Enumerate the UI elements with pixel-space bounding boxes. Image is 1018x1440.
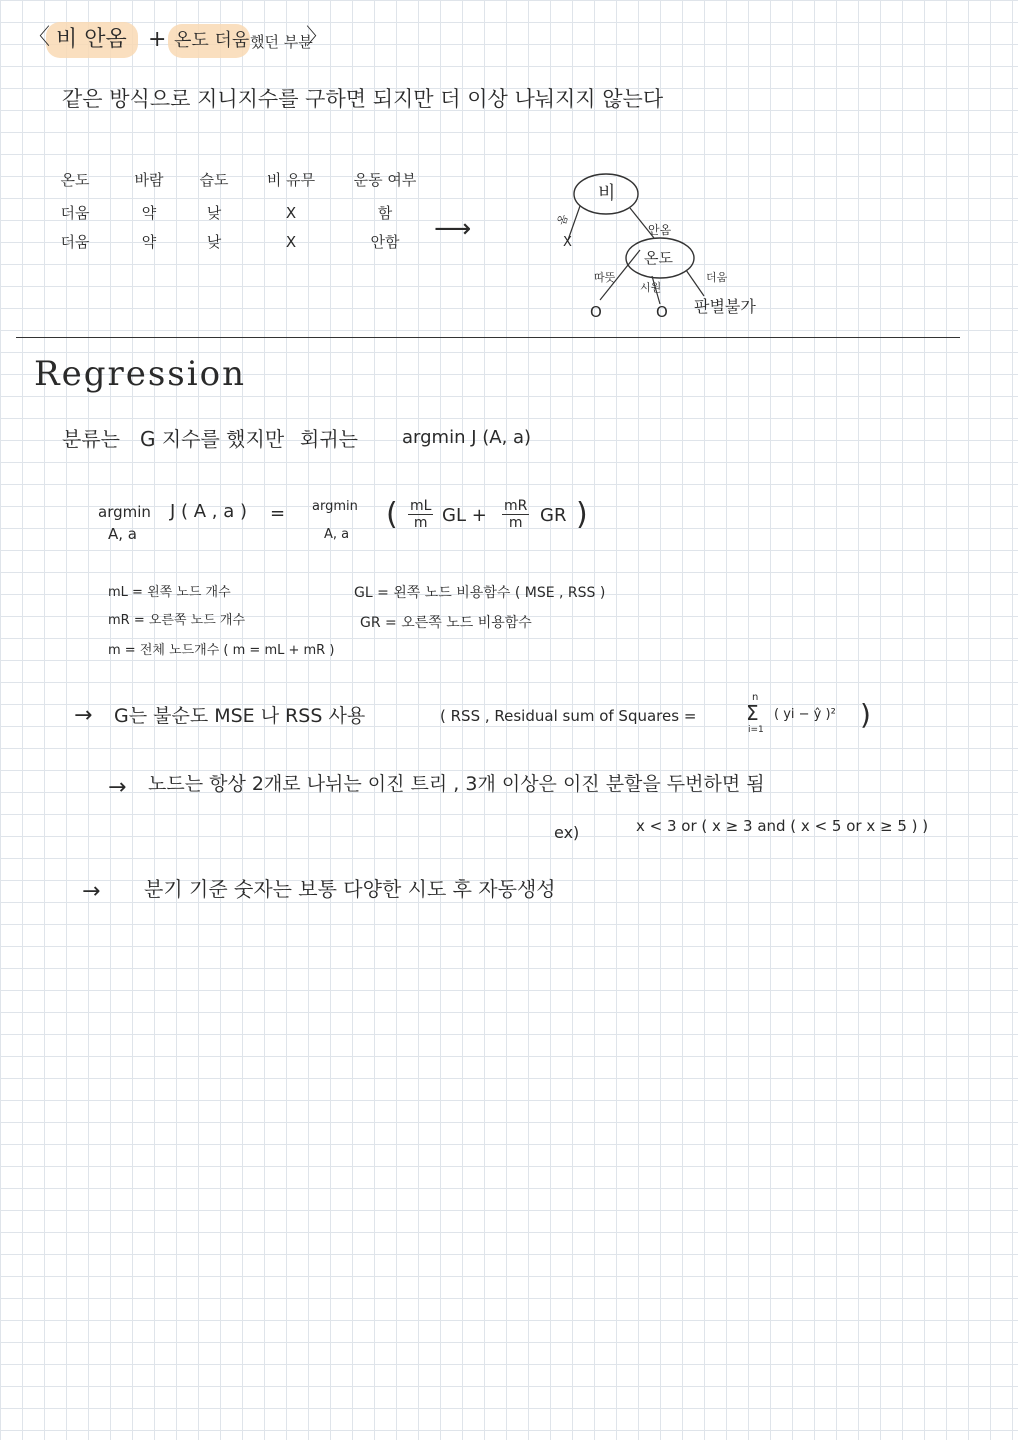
tree-child-edge-3 <box>686 270 704 296</box>
table-header: 비 유무 <box>266 171 316 189</box>
bullet-split-threshold: 분기 기준 숫자는 보통 다양한 시도 후 자동생성 <box>144 877 556 901</box>
tree-root-label: 비 <box>598 183 616 204</box>
table-header: 바람 <box>134 171 164 189</box>
bullet-impurity: G는 불순도 MSE 나 RSS 사용 <box>114 705 366 727</box>
tree-leaf-2: O <box>656 303 668 321</box>
formula-rhs-sub: A, a <box>324 527 350 542</box>
tree-child-edge-label-3: 더움 <box>706 271 728 284</box>
table-header: 운동 여부 <box>353 171 417 189</box>
tree-child-edge-label-1: 따뜻 <box>594 271 616 284</box>
fraction-numerator: mR <box>504 498 528 514</box>
header-plus: + <box>148 27 167 52</box>
tree-child-edge-label-2: 시원 <box>640 281 662 294</box>
table-cell: 더움 <box>60 233 90 251</box>
tree-child-label: 온도 <box>644 249 673 267</box>
table-cell: X <box>285 203 297 222</box>
header-line2: 같은 방식으로 지니지수를 구하면 되지만 더 이상 나눠지지 않는다 <box>62 87 664 111</box>
def-m: m = 전체 노드개수 ( m = mL + mR ) <box>108 643 335 658</box>
fraction-mr-over-m <box>502 498 529 531</box>
tree-left-leaf: X <box>563 235 572 250</box>
sum-term: ( yi − ŷ )² <box>774 707 836 722</box>
sum-bottom: i=1 <box>748 725 764 735</box>
regression-title: Regression <box>34 354 246 394</box>
bullet-arrow: → <box>82 879 101 904</box>
tree-right-edge-label: 안옴 <box>648 223 672 237</box>
formula-paren-open: ( <box>386 497 398 532</box>
bullet-rss-definition: ( RSS , Residual sum of Squares = <box>440 707 697 725</box>
table-cell: 약 <box>141 204 157 222</box>
table-cell: 안함 <box>370 233 400 251</box>
header-bracket-close: 〉 <box>306 25 329 50</box>
intro-regression: 회귀는 <box>300 427 358 451</box>
table-cell: X <box>285 232 297 251</box>
header-bracket-open: 〈 <box>28 25 51 50</box>
bullet-binary-tree: 노드는 항상 2개로 나뉘는 이진 트리 , 3개 이상은 이진 분할을 두번하면 됨 <box>148 773 765 795</box>
formula-equals: = <box>270 503 286 524</box>
fraction-ml-over-m <box>408 498 433 531</box>
tree-leaf-3: 판별불가 <box>694 297 756 316</box>
def-gl: GL = 왼쪽 노드 비용함수 ( MSE , RSS ) <box>354 585 606 601</box>
sum-sigma: Σ <box>746 701 759 725</box>
header-tail: 했던 부분 <box>250 33 313 51</box>
def-gr: GR = 오른쪽 노드 비용함수 <box>360 615 532 631</box>
intro-g-index: G 지수를 했지만 <box>140 427 285 451</box>
formula-lhs-sub: A, a <box>108 525 137 543</box>
table-cell: 더움 <box>60 204 90 222</box>
formula-gr: GR <box>540 505 567 526</box>
tree-leaf-1: O <box>590 303 602 321</box>
section-divider <box>16 337 960 338</box>
bullet-arrow: → <box>108 775 127 800</box>
table-header: 습도 <box>199 171 229 189</box>
formula-gl: GL + <box>442 505 487 526</box>
header-temp-hot: 온도 더움 <box>174 30 250 51</box>
intro-classification: 분류는 <box>62 427 120 451</box>
table-cell: 약 <box>141 233 157 251</box>
fraction-denominator: m <box>508 515 523 531</box>
example-expression: x < 3 or ( x ≥ 3 and ( x < 5 or x ≥ 5 ) ) <box>636 817 929 835</box>
table-cell: 낮 <box>206 204 222 222</box>
intro-formula: argmin J (A, a) <box>402 427 532 448</box>
bullet-arrow: → <box>74 703 93 728</box>
table-cell: 함 <box>377 204 393 222</box>
example-label: ex) <box>554 823 580 842</box>
fraction-denominator: m <box>413 515 428 531</box>
formula-rhs-argmin: argmin <box>312 499 358 514</box>
fraction-numerator: mL <box>410 498 432 514</box>
tree-left-edge-label: 옴 <box>554 212 571 228</box>
header-rain-none: 비 안옴 <box>56 27 127 52</box>
bullet-rss-close: ) <box>860 698 871 731</box>
def-ml: mL = 왼쪽 노드 개수 <box>108 585 231 600</box>
table-header: 온도 <box>60 171 90 189</box>
table-arrow: ⟶ <box>434 214 472 244</box>
formula-lhs-argmin: argmin <box>98 503 151 521</box>
table-cell: 낮 <box>206 233 222 251</box>
formula-paren-close: ) <box>576 497 588 532</box>
def-mr: mR = 오른쪽 노드 개수 <box>108 613 246 628</box>
formula-lhs-j: J ( A , a ) <box>170 501 248 522</box>
sum-top: n <box>752 692 759 703</box>
